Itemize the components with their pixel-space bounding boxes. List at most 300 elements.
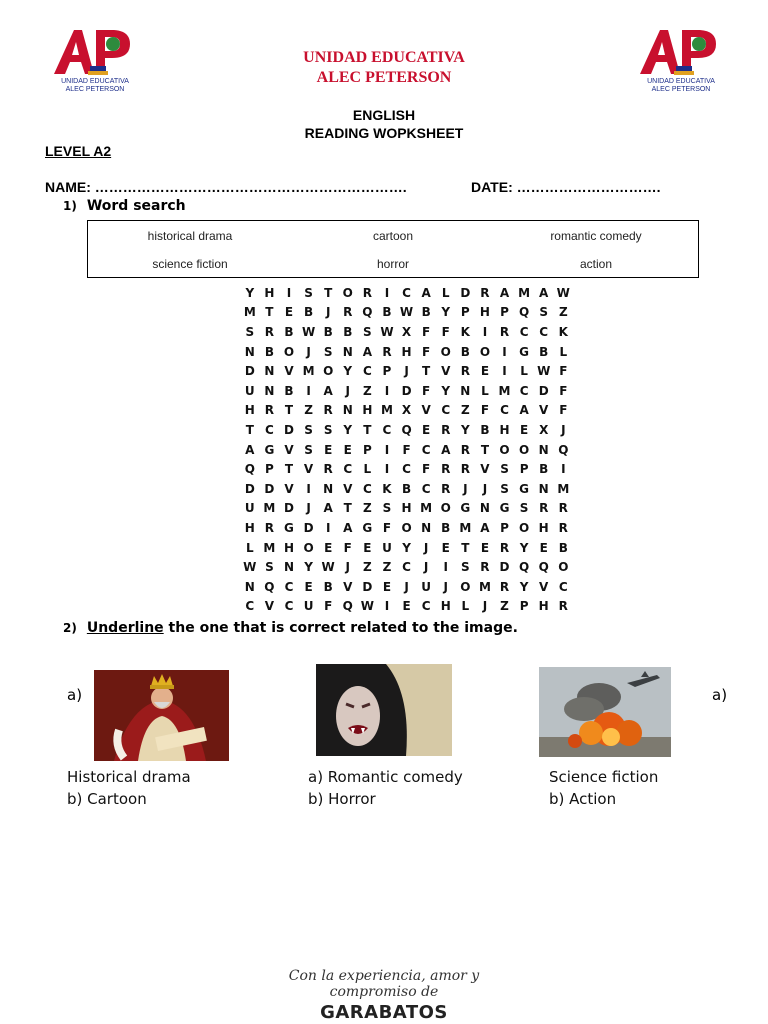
grid-letter[interactable]: N — [264, 383, 275, 398]
grid-letter[interactable]: F — [343, 540, 352, 555]
grid-letter[interactable]: R — [480, 560, 490, 575]
grid-letter[interactable]: F — [422, 462, 431, 477]
grid-letter[interactable]: A — [499, 285, 510, 300]
grid-letter[interactable]: C — [421, 481, 431, 496]
grid-letter[interactable]: W — [321, 560, 335, 575]
grid-letter[interactable]: P — [264, 462, 274, 477]
grid-letter[interactable]: C — [402, 560, 411, 575]
grid-letter[interactable]: F — [559, 364, 568, 379]
grid-letter[interactable]: Z — [558, 305, 568, 320]
grid-letter[interactable]: Y — [460, 422, 470, 437]
grid-letter[interactable]: S — [323, 422, 333, 437]
grid-letter[interactable]: R — [441, 462, 451, 477]
grid-letter[interactable]: S — [500, 481, 509, 496]
grid-letter[interactable]: B — [539, 462, 549, 477]
grid-letter[interactable]: V — [441, 364, 451, 379]
grid-letter[interactable]: M — [263, 540, 276, 555]
grid-letter[interactable]: R — [460, 442, 470, 457]
grid-letter[interactable]: Q — [342, 599, 353, 614]
grid-letter[interactable]: I — [561, 462, 566, 477]
grid-letter[interactable]: R — [264, 520, 275, 535]
grid-letter[interactable]: B — [558, 540, 568, 555]
grid-letter[interactable]: G — [519, 344, 530, 359]
grid-letter[interactable]: A — [343, 520, 353, 535]
grid-letter[interactable]: F — [559, 383, 568, 398]
grid-letter[interactable]: O — [342, 285, 353, 300]
option-science-fiction[interactable]: Science fiction — [549, 768, 659, 786]
grid-letter[interactable]: L — [441, 285, 450, 300]
grid-letter[interactable]: V — [264, 599, 275, 614]
grid-letter[interactable]: D — [362, 579, 373, 594]
grid-letter[interactable]: C — [421, 599, 431, 614]
grid-letter[interactable]: Y — [304, 560, 313, 575]
grid-letter[interactable]: N — [538, 481, 549, 496]
grid-letter[interactable]: G — [362, 520, 373, 535]
grid-letter[interactable]: O — [499, 442, 510, 457]
grid-letter[interactable]: C — [519, 324, 529, 339]
grid-letter[interactable]: R — [441, 481, 451, 496]
grid-letter[interactable]: G — [264, 442, 275, 457]
grid-letter[interactable]: E — [520, 422, 529, 437]
grid-letter[interactable]: H — [401, 501, 412, 516]
grid-letter[interactable]: C — [558, 579, 568, 594]
grid-letter[interactable]: B — [284, 383, 294, 398]
grid-row — [240, 342, 573, 362]
option-action[interactable]: b) Action — [549, 790, 617, 808]
grid-letter[interactable]: Z — [304, 403, 313, 418]
grid-letter[interactable]: S — [500, 462, 509, 477]
grid-letter[interactable]: M — [498, 383, 511, 398]
grid-letter[interactable]: R — [264, 324, 275, 339]
options-column-2 — [308, 766, 463, 810]
grid-letter[interactable]: D — [284, 501, 294, 516]
grid-letter[interactable]: Q — [362, 305, 373, 320]
grid-letter[interactable]: O — [440, 344, 451, 359]
grid-letter[interactable]: B — [480, 422, 490, 437]
grid-letter[interactable]: J — [443, 579, 448, 594]
grid-letter[interactable]: R — [558, 520, 568, 535]
grid-letter[interactable]: D — [244, 364, 255, 379]
grid-letter[interactable]: O — [303, 540, 314, 555]
grid-letter[interactable]: J — [345, 383, 350, 398]
grid-letter[interactable]: V — [284, 481, 294, 496]
grid-letter[interactable]: W — [556, 285, 570, 300]
grid-letter[interactable]: T — [284, 462, 294, 477]
grid-letter[interactable]: O — [401, 520, 412, 535]
grid-letter[interactable]: S — [382, 501, 392, 516]
grid-letter[interactable]: N — [283, 560, 294, 575]
grid-letter[interactable]: J — [482, 481, 488, 496]
grid-letter[interactable]: X — [401, 324, 412, 339]
grid-letter[interactable]: Y — [343, 422, 353, 437]
grid-letter[interactable]: Z — [460, 403, 470, 418]
grid-letter[interactable]: R — [480, 285, 490, 300]
grid-letter[interactable]: R — [499, 324, 510, 339]
grid-letter[interactable]: J — [404, 579, 409, 594]
grid-letter[interactable]: C — [441, 403, 451, 418]
grid-letter[interactable]: W — [537, 364, 551, 379]
grid-letter[interactable]: L — [520, 364, 528, 379]
grid-letter[interactable]: A — [245, 442, 255, 457]
grid-letter[interactable]: P — [519, 462, 529, 477]
grid-letter[interactable]: Q — [538, 560, 549, 575]
grid-letter[interactable]: C — [284, 579, 294, 594]
grid-letter[interactable]: B — [304, 305, 314, 320]
grid-letter[interactable]: Z — [363, 383, 372, 398]
grid-letter[interactable]: M — [420, 501, 433, 516]
grid-letter[interactable]: R — [323, 462, 333, 477]
grid-letter[interactable]: N — [479, 501, 490, 516]
grid-letter[interactable]: F — [480, 403, 490, 418]
grid-letter[interactable]: O — [519, 520, 530, 535]
grid-letter[interactable]: I — [384, 383, 390, 398]
grid-letter[interactable]: T — [343, 501, 352, 516]
grid-letter[interactable]: R — [558, 599, 568, 614]
grid-letter[interactable]: B — [284, 324, 294, 339]
grid-letter[interactable]: W — [380, 324, 394, 339]
grid-letter[interactable]: F — [422, 383, 431, 398]
grid-letter[interactable]: X — [401, 403, 412, 418]
grid-letter[interactable]: I — [443, 560, 448, 575]
grid-letter[interactable]: C — [539, 324, 549, 339]
grid-letter[interactable]: Q — [519, 560, 530, 575]
grid-letter[interactable]: S — [304, 422, 313, 437]
grid-letter[interactable]: R — [382, 344, 392, 359]
grid-letter[interactable]: J — [306, 501, 311, 516]
grid-letter[interactable]: P — [362, 442, 372, 457]
grid-letter[interactable]: O — [440, 501, 451, 516]
grid-letter[interactable]: V — [343, 579, 353, 594]
grid-letter[interactable]: D — [284, 422, 294, 437]
grid-letter[interactable]: S — [304, 285, 313, 300]
grid-letter[interactable]: U — [382, 540, 392, 555]
grid-letter[interactable]: T — [284, 403, 294, 418]
grid-letter[interactable]: Z — [500, 599, 509, 614]
grid-letter[interactable]: M — [302, 364, 315, 379]
grid-letter[interactable]: S — [519, 501, 529, 516]
grid-letter[interactable]: Y — [441, 305, 451, 320]
word-search-grid[interactable] — [240, 283, 573, 616]
grid-letter[interactable]: N — [421, 520, 432, 535]
grid-letter[interactable]: I — [384, 442, 390, 457]
grid-letter[interactable]: M — [243, 305, 256, 320]
grid-letter[interactable]: R — [264, 403, 275, 418]
grid-letter[interactable]: O — [558, 560, 569, 575]
grid-letter[interactable]: F — [422, 344, 431, 359]
grid-letter[interactable]: T — [461, 540, 470, 555]
grid-letter[interactable]: H — [362, 403, 373, 418]
grid-letter[interactable]: U — [303, 599, 314, 614]
grid-letter[interactable]: L — [559, 344, 568, 359]
option-romantic-comedy[interactable]: a) Romantic comedy — [308, 768, 463, 786]
grid-letter[interactable]: C — [402, 462, 411, 477]
grid-letter[interactable]: E — [284, 305, 294, 320]
grid-letter[interactable]: U — [244, 501, 255, 516]
grid-letter[interactable]: D — [264, 481, 275, 496]
grid-letter[interactable]: W — [360, 599, 374, 614]
grid-letter[interactable]: V — [343, 481, 353, 496]
grid-letter[interactable]: V — [539, 403, 549, 418]
grid-letter[interactable]: C — [382, 422, 392, 437]
grid-letter[interactable]: I — [384, 285, 390, 300]
grid-letter[interactable]: N — [264, 364, 275, 379]
grid-letter[interactable]: C — [343, 462, 353, 477]
grid-letter[interactable]: R — [460, 462, 470, 477]
grid-letter[interactable]: I — [384, 599, 390, 614]
grid-letter[interactable]: E — [539, 540, 548, 555]
grid-letter[interactable]: E — [304, 579, 313, 594]
grid-letter[interactable]: O — [283, 344, 295, 359]
grid-letter[interactable]: N — [460, 383, 471, 398]
grid-letter[interactable]: N — [538, 442, 549, 457]
grid-letter[interactable]: I — [325, 520, 331, 535]
grid-letter[interactable]: N — [342, 344, 353, 359]
grid-letter[interactable]: N — [244, 579, 255, 594]
grid-letter[interactable]: J — [345, 560, 350, 575]
grid-letter[interactable]: R — [460, 364, 470, 379]
grid-letter[interactable]: J — [306, 344, 311, 359]
grid-letter[interactable]: H — [244, 520, 255, 535]
grid-letter[interactable]: I — [384, 462, 390, 477]
grid-letter[interactable]: L — [245, 540, 254, 555]
grid-letter[interactable]: C — [284, 599, 294, 614]
grid-letter[interactable]: D — [244, 481, 255, 496]
grid-letter[interactable]: N — [342, 403, 353, 418]
option-horror[interactable]: b) Horror — [308, 790, 376, 808]
grid-letter[interactable]: C — [362, 481, 372, 496]
grid-letter[interactable]: L — [481, 383, 489, 398]
grid-letter[interactable]: O — [460, 579, 471, 594]
grid-letter[interactable]: A — [323, 501, 333, 516]
grid-letter[interactable]: J — [423, 560, 429, 575]
grid-letter[interactable]: J — [463, 481, 468, 496]
grid-letter[interactable]: J — [423, 540, 429, 555]
grid-letter[interactable]: F — [402, 442, 411, 457]
grid-letter[interactable]: A — [421, 285, 431, 300]
grid-letter[interactable]: R — [539, 501, 549, 516]
grid-letter[interactable]: Y — [519, 579, 529, 594]
grid-letter[interactable]: H — [538, 599, 549, 614]
grid-letter[interactable]: I — [502, 344, 507, 359]
grid-letter[interactable]: S — [461, 560, 470, 575]
grid-letter[interactable]: P — [500, 305, 509, 320]
grid-letter[interactable]: N — [244, 344, 255, 359]
grid-letter[interactable]: E — [422, 422, 431, 437]
grid-letter[interactable]: U — [421, 579, 432, 594]
grid-letter[interactable]: N — [323, 481, 334, 496]
grid-letter[interactable]: V — [480, 462, 490, 477]
grid-letter[interactable]: R — [343, 305, 353, 320]
grid-letter[interactable]: O — [323, 364, 334, 379]
grid-letter[interactable]: J — [561, 422, 566, 437]
option-cartoon[interactable]: b) Cartoon — [67, 790, 147, 808]
grid-letter[interactable]: H — [538, 520, 549, 535]
grid-letter[interactable]: S — [323, 344, 333, 359]
grid-letter[interactable]: M — [380, 403, 393, 418]
grid-letter[interactable]: P — [519, 599, 529, 614]
grid-letter[interactable]: M — [557, 481, 570, 496]
grid-letter[interactable]: X — [539, 422, 549, 437]
grid-letter[interactable]: H — [401, 344, 412, 359]
grid-letter[interactable]: S — [265, 560, 274, 575]
grid-letter[interactable]: V — [303, 462, 314, 477]
grid-letter[interactable]: B — [460, 344, 470, 359]
grid-letter[interactable]: W — [399, 305, 414, 320]
grid-letter[interactable]: I — [482, 324, 488, 339]
grid-letter[interactable]: G — [284, 520, 294, 535]
grid-letter[interactable]: C — [421, 442, 431, 457]
grid-letter[interactable]: D — [303, 520, 314, 535]
grid-letter[interactable]: E — [343, 442, 352, 457]
grid-letter[interactable]: K — [558, 324, 568, 339]
grid-letter[interactable]: E — [480, 540, 490, 555]
grid-letter[interactable]: D — [460, 285, 471, 300]
grid-letter[interactable]: I — [306, 383, 311, 398]
grid-letter[interactable]: B — [421, 305, 431, 320]
grid-letter[interactable]: O — [479, 344, 491, 359]
grid-letter[interactable]: B — [382, 305, 392, 320]
grid-letter[interactable]: G — [519, 481, 530, 496]
grid-letter[interactable]: H — [283, 540, 294, 555]
grid-letter[interactable]: A — [323, 383, 333, 398]
grid-letter[interactable]: Q — [519, 305, 530, 320]
grid-letter[interactable]: W — [243, 560, 257, 575]
grid-letter[interactable]: V — [539, 579, 549, 594]
grid-letter[interactable]: B — [539, 344, 549, 359]
grid-letter[interactable]: C — [362, 364, 372, 379]
grid-letter[interactable]: R — [323, 403, 333, 418]
grid-letter[interactable]: E — [324, 540, 333, 555]
grid-letter[interactable]: Q — [264, 579, 275, 594]
grid-letter[interactable]: B — [343, 324, 353, 339]
grid-letter[interactable]: F — [422, 324, 431, 339]
grid-letter[interactable]: M — [518, 285, 531, 300]
grid-letter[interactable]: D — [538, 383, 549, 398]
grid-letter[interactable]: H — [499, 422, 510, 437]
grid-letter[interactable]: E — [402, 599, 411, 614]
grid-letter[interactable]: B — [441, 520, 451, 535]
grid-letter[interactable]: V — [284, 364, 294, 379]
grid-letter[interactable]: B — [323, 324, 333, 339]
grid-letter[interactable]: K — [382, 481, 392, 496]
grid-letter[interactable]: I — [306, 481, 311, 496]
grid-letter[interactable]: H — [264, 285, 275, 300]
grid-letter[interactable]: B — [264, 344, 274, 359]
option-historical-drama[interactable]: Historical drama — [67, 768, 191, 786]
grid-letter[interactable]: T — [480, 442, 490, 457]
grid-letter[interactable]: Z — [363, 560, 372, 575]
grid-letter[interactable]: M — [459, 520, 472, 535]
grid-letter[interactable]: S — [539, 305, 549, 320]
grid-letter[interactable]: B — [323, 579, 333, 594]
grid-letter[interactable]: T — [324, 285, 333, 300]
grid-letter[interactable]: H — [479, 305, 490, 320]
grid-letter[interactable]: M — [478, 579, 491, 594]
grid-letter[interactable]: J — [482, 599, 488, 614]
grid-letter[interactable]: E — [382, 579, 392, 594]
grid-letter[interactable]: E — [363, 540, 372, 555]
grid-letter[interactable]: C — [519, 383, 529, 398]
grid-letter[interactable]: D — [401, 383, 412, 398]
grid-letter[interactable]: Y — [245, 285, 255, 300]
grid-letter[interactable]: S — [245, 324, 255, 339]
grid-letter[interactable]: Y — [343, 364, 353, 379]
grid-letter[interactable]: U — [244, 383, 255, 398]
grid-letter[interactable]: R — [499, 540, 510, 555]
grid-letter[interactable]: Z — [363, 501, 372, 516]
grid-letter[interactable]: L — [363, 462, 372, 477]
grid-letter[interactable]: G — [460, 501, 471, 516]
grid-letter[interactable]: J — [404, 364, 409, 379]
grid-letter[interactable]: S — [363, 324, 372, 339]
grid-letter[interactable]: E — [441, 540, 450, 555]
grid-letter[interactable]: C — [245, 599, 255, 614]
date-field[interactable]: DATE: …………………………. — [471, 179, 661, 195]
grid-letter[interactable]: Y — [402, 540, 411, 555]
grid-letter[interactable]: T — [363, 422, 372, 437]
grid-letter[interactable]: Z — [382, 560, 392, 575]
grid-letter[interactable]: T — [245, 422, 254, 437]
grid-letter[interactable]: H — [244, 403, 255, 418]
grid-letter[interactable]: Q — [244, 462, 255, 477]
grid-letter[interactable]: J — [325, 305, 331, 320]
grid-letter[interactable]: Y — [441, 383, 451, 398]
grid-letter[interactable]: S — [304, 442, 313, 457]
grid-letter[interactable]: P — [500, 520, 509, 535]
grid-letter[interactable]: I — [502, 364, 507, 379]
grid-letter[interactable]: P — [460, 305, 470, 320]
grid-letter[interactable]: C — [264, 422, 274, 437]
grid-letter[interactable]: E — [480, 364, 490, 379]
name-field[interactable]: NAME: …………………………………………………………. — [45, 179, 407, 195]
grid-letter[interactable]: R — [362, 285, 372, 300]
grid-letter[interactable]: A — [480, 520, 490, 535]
grid-letter[interactable]: H — [440, 599, 451, 614]
grid-letter[interactable]: P — [382, 364, 392, 379]
grid-letter[interactable]: F — [382, 520, 392, 535]
grid-letter[interactable]: V — [284, 442, 294, 457]
grid-letter[interactable]: Y — [519, 540, 529, 555]
grid-letter[interactable]: F — [324, 599, 333, 614]
grid-letter[interactable]: A — [441, 442, 451, 457]
grid-letter[interactable]: R — [499, 579, 510, 594]
grid-letter[interactable]: Q — [558, 442, 569, 457]
grid-letter[interactable]: R — [441, 422, 451, 437]
grid-letter[interactable]: W — [301, 324, 316, 339]
grid-letter[interactable]: B — [401, 481, 412, 496]
grid-letter[interactable]: C — [402, 285, 411, 300]
grid-letter[interactable]: E — [324, 442, 333, 457]
grid-letter[interactable]: T — [422, 364, 431, 379]
grid-letter[interactable]: A — [362, 344, 372, 359]
grid-letter[interactable]: I — [286, 285, 292, 300]
grid-letter[interactable]: L — [461, 599, 470, 614]
grid-letter[interactable]: M — [263, 501, 276, 516]
grid-letter[interactable]: C — [500, 403, 509, 418]
grid-letter[interactable]: V — [421, 403, 431, 418]
grid-letter[interactable]: T — [265, 305, 274, 320]
grid-letter[interactable]: O — [519, 442, 530, 457]
grid-letter[interactable]: K — [460, 324, 470, 339]
grid-letter[interactable]: F — [441, 324, 450, 339]
grid-letter[interactable]: G — [499, 501, 510, 516]
grid-letter[interactable]: A — [519, 403, 529, 418]
grid-letter[interactable]: Q — [401, 422, 412, 437]
grid-letter[interactable]: R — [558, 501, 568, 516]
grid-letter[interactable]: D — [499, 560, 510, 575]
grid-letter[interactable]: F — [559, 403, 568, 418]
grid-letter[interactable]: A — [539, 285, 549, 300]
